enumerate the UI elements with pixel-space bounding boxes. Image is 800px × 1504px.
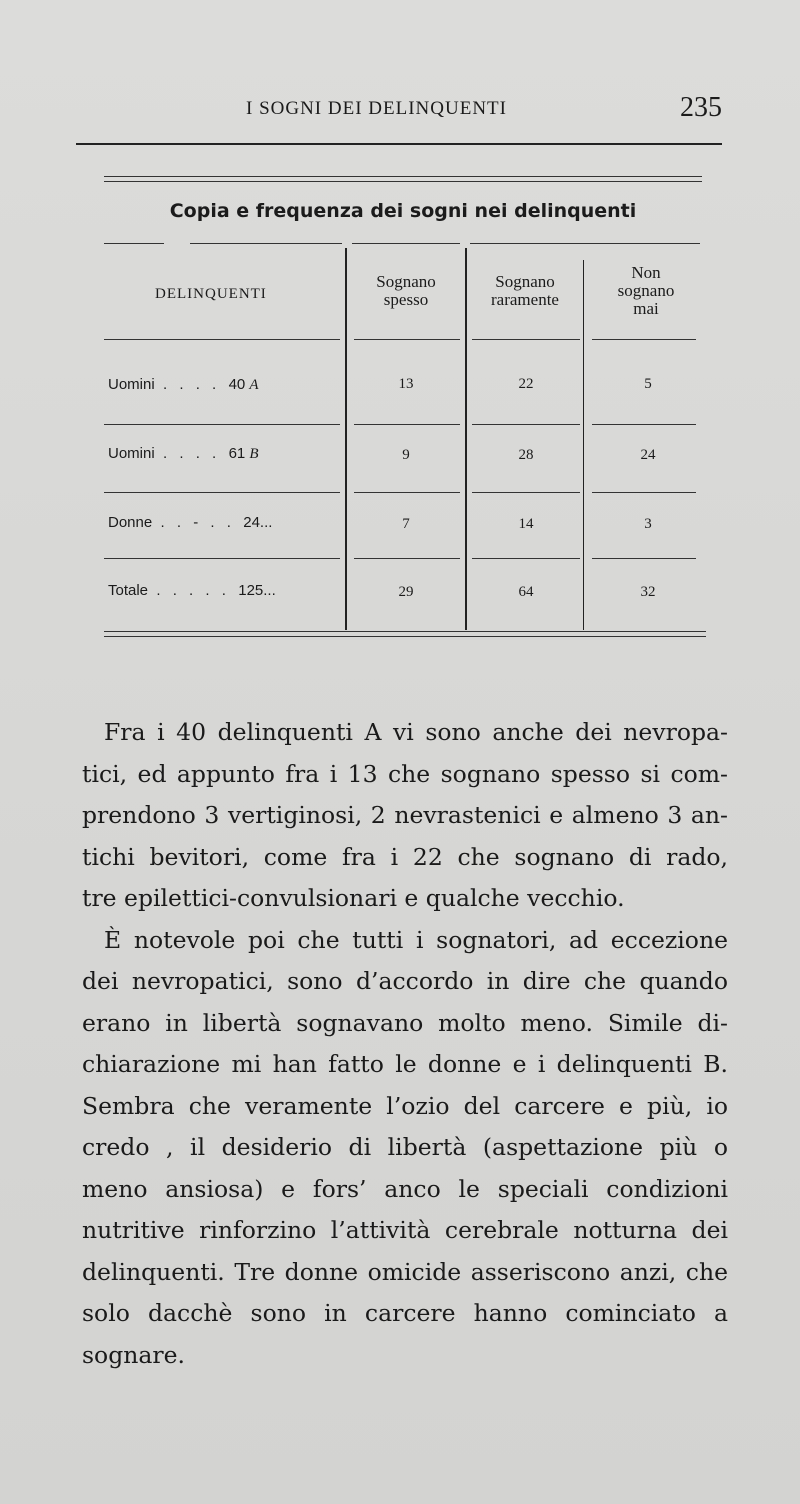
row-separator <box>354 339 460 340</box>
column-header-line: mai <box>633 299 659 318</box>
column-header-delinquenti: DELINQUENTI <box>155 286 267 302</box>
row-separator <box>472 492 580 493</box>
caption-rule <box>104 243 164 244</box>
table-cell: 28 <box>518 447 534 463</box>
row-group-letter: A <box>249 377 259 393</box>
row-leader-dots: . . . . <box>163 445 221 462</box>
column-header-line: Sognano <box>376 272 436 291</box>
text-line: prendono 3 vertiginosi, 2 nevrastenici e almeno 3 an- <box>82 801 728 829</box>
row-separator <box>354 424 460 425</box>
running-title: I SOGNI DEI DELINQUENTI <box>246 98 507 119</box>
row-separator <box>104 424 340 425</box>
page-number: 235 <box>680 92 722 123</box>
paragraph <box>82 920 728 1377</box>
table-cell: 24 <box>640 447 656 463</box>
text-line: delinquenti. Tre donne omicide asseriscono anzi, che <box>82 1257 728 1286</box>
column-header-line: raramente <box>491 290 559 309</box>
table-row-label <box>108 376 259 394</box>
table-cell: 14 <box>518 516 534 532</box>
table-top-rule-2 <box>104 181 702 182</box>
table-bottom-rule-2 <box>104 636 706 637</box>
text-line: tre epilettici-convulsionari e qualche vecchio. <box>82 884 625 912</box>
row-separator <box>592 339 696 340</box>
row-separator <box>592 424 696 425</box>
caption-rule <box>470 243 700 244</box>
table-cell: 22 <box>518 376 534 392</box>
column-divider <box>465 248 467 630</box>
row-count: 40 <box>228 376 246 393</box>
row-count: 61 <box>228 445 246 462</box>
header-rule <box>76 143 722 145</box>
table-bottom-rule <box>104 631 706 632</box>
column-header-raramente <box>468 273 582 309</box>
row-separator <box>472 339 580 340</box>
row-leader-dots: . . . . . <box>156 582 230 599</box>
text-line: dei nevropatici, sono d’accordo in dire che quando <box>82 967 728 995</box>
row-name: Uomini <box>108 445 155 462</box>
table-cell: 29 <box>398 584 414 600</box>
text-line: tici, ed appunto fra i 13 che sognano spesso si com- <box>82 759 728 788</box>
row-separator <box>472 558 580 559</box>
table-row-label <box>108 514 272 531</box>
table-cell: 9 <box>402 447 410 463</box>
text-line: erano in libertà sognavano molto meno. Simile di- <box>82 1008 728 1037</box>
row-separator <box>592 558 696 559</box>
row-leader-dots: . . . . <box>163 376 221 393</box>
row-separator <box>104 339 340 340</box>
column-divider <box>345 248 347 630</box>
row-name: Uomini <box>108 376 155 393</box>
row-separator <box>104 492 340 493</box>
column-header-line: sognano <box>617 281 675 300</box>
body-text <box>82 712 728 1376</box>
column-header-mai <box>592 264 700 318</box>
table-cell: 32 <box>640 584 656 600</box>
text-line: tichi bevitori, come fra i 22 che sognano di rado, <box>82 842 728 871</box>
row-separator <box>104 558 340 559</box>
row-count: 24... <box>243 514 273 531</box>
column-header-line: Non <box>631 263 661 282</box>
caption-rule <box>352 243 460 244</box>
text-line: meno ansiosa) e fors’ anco le speciali condizioni <box>82 1174 728 1203</box>
text-line: solo dacchè sono in carcere hanno cominciato a <box>82 1299 728 1327</box>
row-count: 125... <box>238 582 276 599</box>
row-separator <box>472 424 580 425</box>
column-header-line: Sognano <box>495 272 555 291</box>
text-line: chiarazione mi han fatto le donne e i delinquenti B. <box>82 1050 728 1078</box>
column-header-spesso <box>350 273 462 309</box>
column-header-line: spesso <box>383 290 429 309</box>
running-header <box>76 92 722 132</box>
text-line: Fra i 40 delinquenti A vi sono anche dei nevropa- <box>104 718 728 746</box>
table-cell: 64 <box>518 584 534 600</box>
row-separator <box>354 492 460 493</box>
table-caption: Copia e frequenza dei sogni nei delinquenti <box>169 200 637 222</box>
text-line: sognare. <box>82 1340 186 1369</box>
column-divider <box>583 260 584 630</box>
row-name: Donne <box>108 514 153 531</box>
row-name: Totale <box>108 582 149 599</box>
table-cell: 7 <box>402 516 410 532</box>
row-separator <box>354 558 460 559</box>
text-line: nutritive rinforzino l’attività cerebrale notturna dei <box>82 1216 728 1244</box>
row-leader-dots: . . - . . <box>160 514 235 531</box>
table-cell: 3 <box>644 516 652 532</box>
row-group-letter: B <box>249 446 259 462</box>
text-line: È notevole poi che tutti i sognatori, ad eccezione <box>104 925 728 954</box>
table-row-label <box>108 445 259 463</box>
text-line: Sembra che veramente l’ozio del carcere e più, io <box>82 1091 728 1120</box>
text-line: credo , il desiderio di libertà (aspettazione più o <box>82 1133 728 1161</box>
table-cell: 5 <box>644 376 652 392</box>
row-separator <box>592 492 696 493</box>
paragraph <box>82 712 728 920</box>
table-row-label <box>108 582 276 599</box>
caption-rule <box>190 243 342 244</box>
table-cell: 13 <box>398 376 414 392</box>
table-top-rule <box>104 176 702 177</box>
